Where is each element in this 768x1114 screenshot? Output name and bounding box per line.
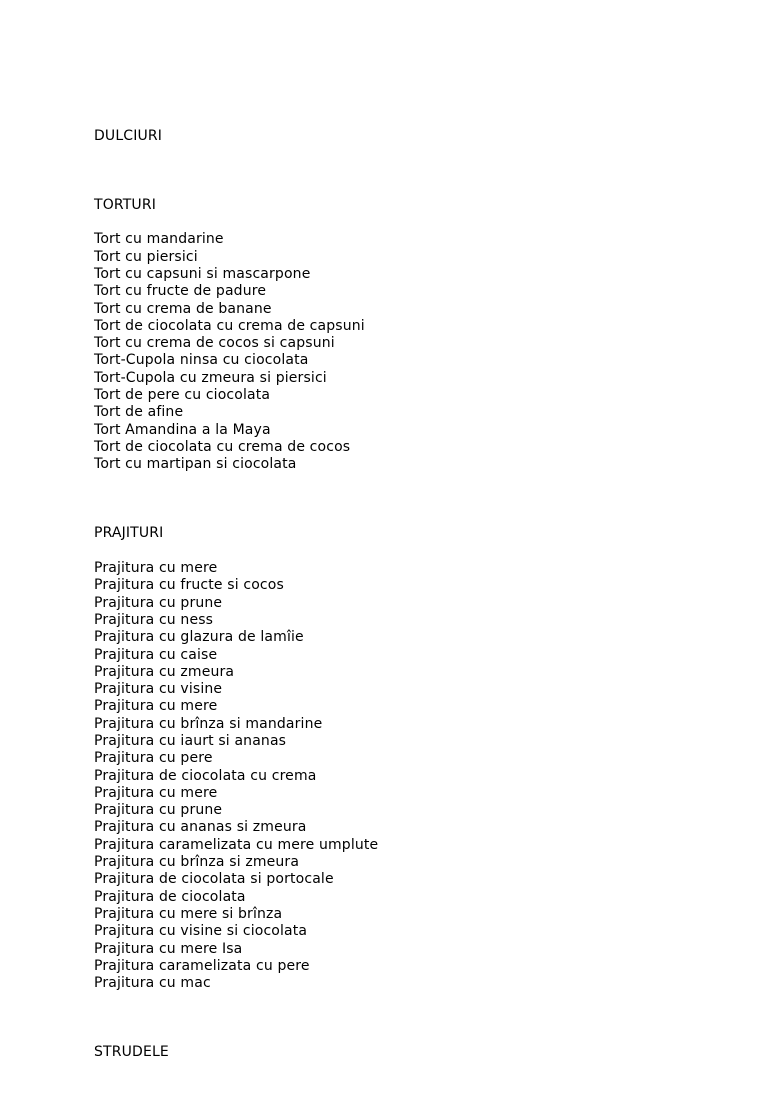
list-item: Tort de pere cu ciocolata — [94, 387, 271, 404]
list-item: Prajitura caramelizata cu mere umplute — [94, 836, 379, 853]
list-item: Prajitura cu mere — [94, 698, 218, 715]
section-spacer — [94, 992, 378, 1044]
list-item: Prajitura cu mere — [94, 560, 218, 577]
section-heading: STRUDELE — [94, 1044, 169, 1061]
section-heading: PRAJITURI — [94, 525, 164, 542]
list-item: Prajitura caramelizata cu pere — [94, 957, 310, 974]
list-item: Prajitura cu ness — [94, 611, 214, 628]
list-item: Prajitura cu fructe si cocos — [94, 577, 284, 594]
section-torturi — [94, 197, 378, 474]
list-item: Tort-Cupola ninsa cu ciocolata — [94, 352, 309, 369]
list-item: Prajitura cu pere — [94, 750, 213, 767]
list-item: Prajitura cu zmeura — [94, 663, 235, 680]
list-item: Prajitura cu mere Isa — [94, 940, 243, 957]
list-item: Tort de ciocolata cu crema de cocos — [94, 438, 351, 455]
list-item: Prajitura cu glazura de lamîie — [94, 629, 304, 646]
document-title: DULCIURI — [94, 127, 163, 144]
section-spacer — [94, 474, 378, 526]
list-item: Tort cu crema de banane — [94, 300, 272, 317]
list-item: Tort cu fructe de padure — [94, 283, 267, 300]
list-item: Tort cu mandarine — [94, 231, 224, 248]
section-heading: TORTURI — [94, 196, 156, 213]
list-item: Prajitura cu prune — [94, 802, 223, 819]
list-item: Prajitura de ciocolata cu crema — [94, 767, 317, 784]
list-item: Prajitura cu mere si brînza — [94, 905, 283, 922]
list-item: Tort de ciocolata cu crema de capsuni — [94, 317, 365, 334]
list-item: Tort-Cupola cu zmeura si piersici — [94, 369, 327, 386]
list-item: Prajitura cu visine — [94, 681, 223, 698]
list-item: Prajitura cu iaurt si ananas — [94, 732, 287, 749]
sections-container — [94, 197, 378, 1062]
list-item: Prajitura cu prune — [94, 594, 223, 611]
list-item: Prajitura de ciocolata — [94, 888, 246, 905]
list-item: Prajitura cu ananas si zmeura — [94, 819, 307, 836]
document-content — [94, 93, 378, 1114]
list-item: Tort cu capsuni si mascarpone — [94, 265, 311, 282]
section-prajituri — [94, 525, 378, 992]
list-item: Prajitura cu mere — [94, 784, 218, 801]
list-item: Prajitura cu caise — [94, 646, 218, 663]
list-item: Prajitura de ciocolata si portocale — [94, 871, 334, 888]
list-item: Tort Amandina a la Maya — [94, 421, 271, 438]
list-item: Tort cu martipan si ciocolata — [94, 456, 297, 473]
list-item: Tort cu piersici — [94, 248, 198, 265]
list-item: Tort de afine — [94, 404, 184, 421]
list-item: Prajitura cu mac — [94, 975, 211, 992]
section-strudele — [94, 1044, 378, 1061]
list-item: Tort cu crema de cocos si capsuni — [94, 335, 335, 352]
list-item: Prajitura cu visine si ciocolata — [94, 923, 308, 940]
list-item: Prajitura cu brînza si zmeura — [94, 854, 300, 871]
list-item: Prajitura cu brînza si mandarine — [94, 715, 323, 732]
